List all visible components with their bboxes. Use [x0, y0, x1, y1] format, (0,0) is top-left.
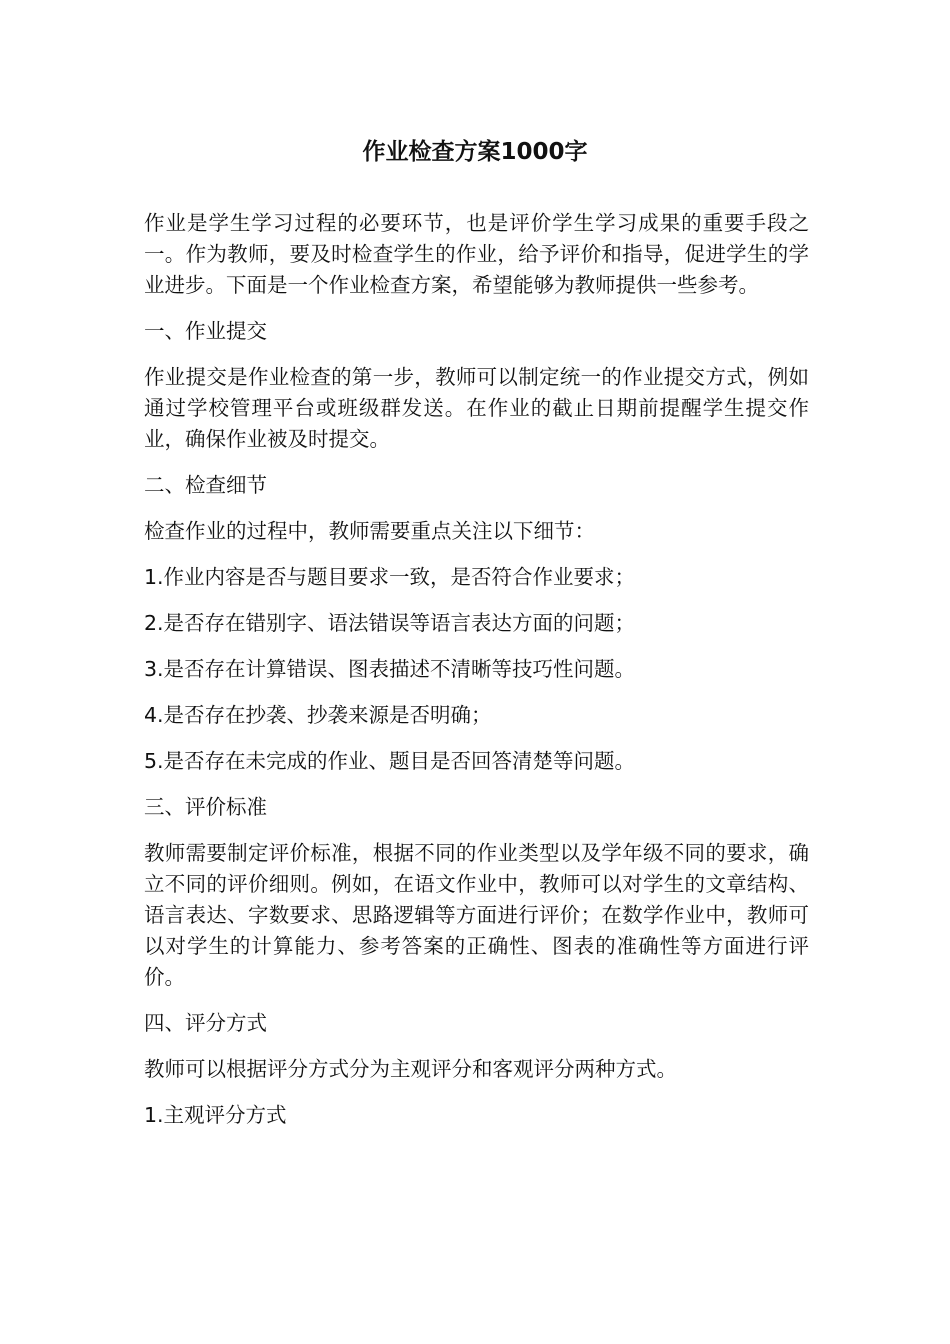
scoring-method-paragraph: 教师可以根据评分方式分为主观评分和客观评分两种方式。	[144, 1057, 677, 1081]
intro-paragraph: 作业是学生学习过程的必要环节，也是评价学生学习成果的重要手段之一。作为教师，要及时检查学生的作业，给予评价和指导，促进学生的学业进步。下面是一个作业检查方案，希望能够为教师提供一些参考。	[144, 211, 809, 297]
section-heading-check-details: 二、检查细节	[144, 473, 267, 497]
list-item: 4.是否存在抄袭、抄袭来源是否明确；	[144, 703, 492, 727]
check-details-paragraph: 检查作业的过程中，教师需要重点关注以下细节：	[144, 519, 595, 543]
document-title: 作业检查方案1000字	[362, 139, 588, 165]
list-item: 1.作业内容是否与题目要求一致，是否符合作业要求；	[144, 565, 636, 589]
submission-paragraph: 作业提交是作业检查的第一步，教师可以制定统一的作业提交方式，例如通过学校管理平台或班级群发送。在作业的截止日期前提醒学生提交作业，确保作业被及时提交。	[144, 365, 809, 451]
section-heading-scoring-method: 四、评分方式	[144, 1011, 267, 1035]
evaluation-criteria-paragraph: 教师需要制定评价标准，根据不同的作业类型以及学年级不同的要求，确立不同的评价细则。例如，在语文作业中，教师可以对学生的文章结构、语言表达、字数要求、思路逻辑等方面进行评价；在数学作业中，教师可以对学生的计算能力、参考答案的正确性、图表的准确性等方面进行评价。	[144, 841, 809, 989]
list-item: 5.是否存在未完成的作业、题目是否回答清楚等问题。	[144, 749, 636, 773]
list-item: 3.是否存在计算错误、图表描述不清晰等技巧性问题。	[144, 657, 636, 681]
section-heading-evaluation-criteria: 三、评价标准	[144, 795, 267, 819]
section-heading-submission: 一、作业提交	[144, 319, 267, 343]
list-item: 2.是否存在错别字、语法错误等语言表达方面的问题；	[144, 611, 636, 635]
list-item: 1.主观评分方式	[144, 1103, 287, 1127]
document-body	[144, 208, 809, 1146]
